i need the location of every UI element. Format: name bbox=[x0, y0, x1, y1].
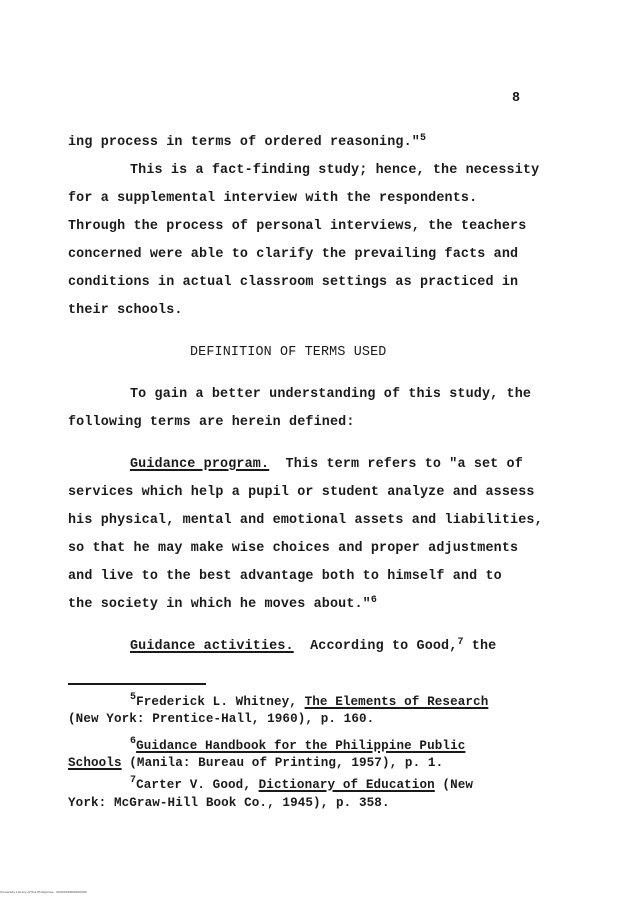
definition-text: the bbox=[463, 639, 497, 654]
footnote-title: The Elements of Research bbox=[304, 695, 489, 709]
footnote-text: (Manila: Bureau of Printing, 1957), p. 1. bbox=[121, 756, 444, 770]
continuation-line bbox=[68, 135, 426, 151]
term-guidance-activities: Guidance activities. bbox=[130, 639, 294, 654]
footnote-title: Dictionary of Education bbox=[258, 778, 435, 792]
footnote-6-line2 bbox=[68, 755, 443, 771]
para2-line: following terms are herein defined: bbox=[68, 415, 355, 430]
definition-text: the society in which he moves about." bbox=[68, 597, 371, 612]
definition-guidance-activities bbox=[130, 639, 496, 655]
para1-line: This is a fact-finding study; hence, the necessity bbox=[130, 163, 540, 178]
definition-guidance-program bbox=[130, 457, 523, 473]
definition-text: This term refers to "a set of bbox=[269, 457, 523, 472]
footnote-text: (New bbox=[434, 778, 474, 792]
footnote-ref-6: 6 bbox=[370, 595, 378, 606]
footnote-7-line2: York: McGraw-Hill Book Co., 1945), p. 358. bbox=[68, 796, 390, 810]
para2-line: To gain a better understanding of this study, the bbox=[130, 387, 532, 402]
footnote-mark: 5 bbox=[130, 692, 137, 703]
para1-line: concerned were able to clarify the prevailing facts and bbox=[68, 247, 519, 262]
definition-line: his physical, mental and emotional assets and liabilities, bbox=[68, 513, 543, 528]
footnote-mark: 6 bbox=[130, 736, 137, 747]
definition-line: and live to the best advantage both to himself and to bbox=[68, 569, 502, 584]
definition-line: so that he may make wise choices and proper adjustments bbox=[68, 541, 519, 556]
continuation-text: ing process in terms of ordered reasoning." bbox=[68, 135, 420, 150]
footnote-mark: 7 bbox=[130, 775, 137, 786]
section-heading: DEFINITION OF TERMS USED bbox=[190, 345, 387, 360]
footnote-title: Guidance Handbook for the Philippine Public bbox=[136, 739, 466, 753]
definition-line: services which help a pupil or student analyze and assess bbox=[68, 485, 535, 500]
definition-text: According to Good, bbox=[293, 639, 458, 654]
footnote-5 bbox=[130, 694, 488, 710]
para1-line: for a supplemental interview with the respondents. bbox=[68, 191, 478, 206]
footnote-ref-7: 7 bbox=[457, 637, 464, 648]
footnote-title: Schools bbox=[68, 756, 122, 770]
footnote-rule bbox=[68, 683, 206, 685]
para1-line: Through the process of personal interviews, the teachers bbox=[68, 219, 527, 234]
footnote-author: Carter V. Good, bbox=[136, 778, 259, 792]
definition-line bbox=[68, 597, 377, 613]
para1-line: their schools. bbox=[68, 303, 183, 318]
para1-line: conditions in actual classroom settings as practiced in bbox=[68, 275, 519, 290]
footnote-ref-5: 5 bbox=[420, 133, 427, 144]
footnote-6 bbox=[130, 738, 465, 754]
term-guidance-program: Guidance program. bbox=[130, 457, 270, 472]
scan-edge-label: University Library of the Philippines · 0000000000000000 bbox=[0, 890, 87, 894]
footnote-5-line2: (New York: Prentice-Hall, 1960), p. 160. bbox=[68, 712, 375, 726]
footnote-author: Frederick L. Whitney, bbox=[136, 695, 305, 709]
footnote-7 bbox=[130, 777, 473, 793]
page-number: 8 bbox=[512, 91, 521, 106]
